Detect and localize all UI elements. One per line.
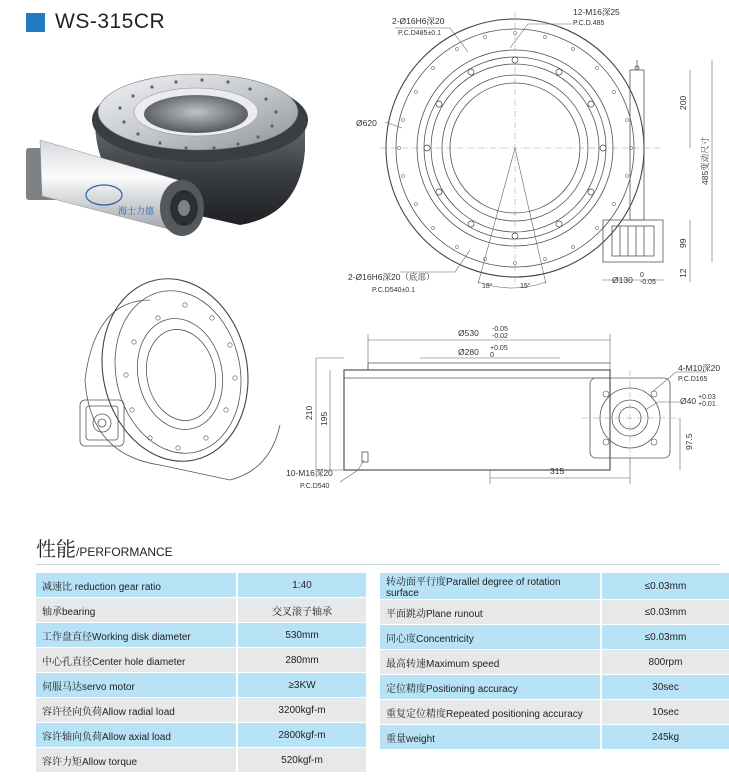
label-holes-base: 10-M16深20 bbox=[286, 468, 333, 478]
spec-value: ≤0.03mm bbox=[600, 573, 729, 600]
model-title: WS-315CR bbox=[55, 10, 166, 33]
label-dim-200: 200 bbox=[678, 95, 688, 110]
side-view-drawing bbox=[286, 326, 720, 490]
spec-label: 重复定位精度Repeated positioning accuracy bbox=[380, 700, 600, 725]
table-row bbox=[380, 600, 729, 625]
spec-value: 交叉滚子轴承 bbox=[236, 598, 366, 623]
label-holes-motor-pcd: P.C.D165 bbox=[678, 376, 708, 383]
label-holes-motor: 4-M10深20 bbox=[678, 363, 721, 373]
label-dim-210: 210 bbox=[304, 405, 314, 420]
table-row bbox=[380, 650, 729, 675]
label-dia-620: Ø620 bbox=[356, 118, 377, 128]
table-row bbox=[36, 723, 366, 748]
spec-label: 最高转速Maximum speed bbox=[380, 650, 600, 675]
spec-table-left bbox=[36, 573, 366, 773]
table-row bbox=[380, 573, 729, 600]
spec-label: 轴承bearing bbox=[36, 598, 236, 623]
label-dia-530-tol-dn: -0.02 bbox=[492, 333, 508, 340]
spec-value: 3200kgf-m bbox=[236, 698, 366, 723]
spec-value: 530mm bbox=[236, 623, 366, 648]
outline-sketch bbox=[80, 265, 280, 480]
spec-value: 280mm bbox=[236, 648, 366, 673]
label-dim-485: 485变动尺寸 bbox=[700, 136, 710, 185]
table-row bbox=[36, 673, 366, 698]
label-angle-15: 15° bbox=[520, 283, 531, 290]
label-dia-40-tol-up: +0.03 bbox=[698, 394, 716, 401]
label-holes-bottom: 2-Ø16H6深20（底部） bbox=[348, 272, 435, 282]
spec-value: 2800kgf-m bbox=[236, 723, 366, 748]
spec-label: 同心度Concentricity bbox=[380, 625, 600, 650]
label-dia-530: Ø530 bbox=[458, 328, 479, 338]
label-dia-280: Ø280 bbox=[458, 347, 479, 357]
spec-value: ≤0.03mm bbox=[600, 600, 729, 625]
label-dia-530-tol-up: -0.05 bbox=[492, 326, 508, 333]
spec-label: 容许径向负荷Allow radial load bbox=[36, 698, 236, 723]
label-dia-280-tol-up: +0.05 bbox=[490, 345, 508, 352]
performance-title-en: /PERFORMANCE bbox=[76, 545, 173, 559]
spec-value: 520kgf-m bbox=[236, 748, 366, 773]
table-row bbox=[36, 698, 366, 723]
table-row bbox=[380, 725, 729, 750]
table-row bbox=[36, 573, 366, 598]
spec-label: 定位精度Positioning accuracy bbox=[380, 675, 600, 700]
spec-value: ≤0.03mm bbox=[600, 625, 729, 650]
table-row bbox=[36, 623, 366, 648]
spec-label: 中心孔直径Center hole diameter bbox=[36, 648, 236, 673]
label-dia-130-tol-dn: -0.05 bbox=[640, 279, 656, 286]
logo-text: 海士力德 bbox=[118, 207, 155, 217]
label-dia-280-tol-dn: 0 bbox=[490, 352, 494, 359]
spec-label: 转动面平行度Parallel degree of rotation surface bbox=[380, 573, 600, 600]
table-row bbox=[36, 598, 366, 623]
spec-label: 容许轴向负荷Allow axial load bbox=[36, 723, 236, 748]
spec-label: 平面跳动Plane runout bbox=[380, 600, 600, 625]
label-holes-right-pcd: P.C.D.485 bbox=[573, 20, 605, 27]
label-dia-40-tol-dn: +0.01 bbox=[698, 401, 716, 408]
label-holes-left-pcd: P.C.D485±0.1 bbox=[398, 30, 442, 37]
spec-label: 伺服马达servo motor bbox=[36, 673, 236, 698]
spec-label: 工作盘直径Working disk diameter bbox=[36, 623, 236, 648]
label-dia-130: Ø130 bbox=[612, 275, 633, 285]
spec-value: 800rpm bbox=[600, 650, 729, 675]
spec-label: 减速比 reduction gear ratio bbox=[36, 573, 236, 598]
table-row bbox=[380, 675, 729, 700]
performance-title-cn: 性能 bbox=[36, 537, 76, 561]
label-dim-99: 99 bbox=[678, 238, 688, 248]
label-dia-130-tol-up: 0 bbox=[640, 272, 644, 279]
spec-value: 10sec bbox=[600, 700, 729, 725]
label-dim-315: 315 bbox=[550, 466, 565, 476]
label-dim-97-5: 97.5 bbox=[684, 433, 694, 450]
top-view-drawing bbox=[348, 7, 712, 294]
label-dim-12: 12 bbox=[678, 268, 688, 278]
label-holes-base-pcd: P.C.D540 bbox=[300, 483, 330, 490]
spec-label: 容许力矩Allow torque bbox=[36, 748, 236, 773]
table-row bbox=[380, 700, 729, 725]
performance-heading bbox=[36, 533, 173, 562]
product-render bbox=[26, 74, 308, 236]
spec-value: ≥3KW bbox=[236, 673, 366, 698]
label-dia-40: Ø40 bbox=[680, 396, 697, 406]
label-angle-18: 18° bbox=[482, 283, 493, 290]
label-holes-right: 12-M16深25 bbox=[573, 7, 620, 17]
table-row bbox=[380, 625, 729, 650]
label-dim-195: 195 bbox=[319, 411, 329, 426]
spec-value: 30sec bbox=[600, 675, 729, 700]
performance-divider bbox=[36, 564, 720, 565]
table-row bbox=[36, 648, 366, 673]
label-holes-bottom-pcd: P.C.D540±0.1 bbox=[372, 287, 416, 294]
table-row bbox=[36, 748, 366, 773]
spec-label: 重量weight bbox=[380, 725, 600, 750]
spec-table-right bbox=[380, 573, 729, 750]
spec-value: 245kg bbox=[600, 725, 729, 750]
spec-value: 1:40 bbox=[236, 573, 366, 598]
label-holes-left: 2-Ø16H6深20 bbox=[392, 16, 445, 26]
